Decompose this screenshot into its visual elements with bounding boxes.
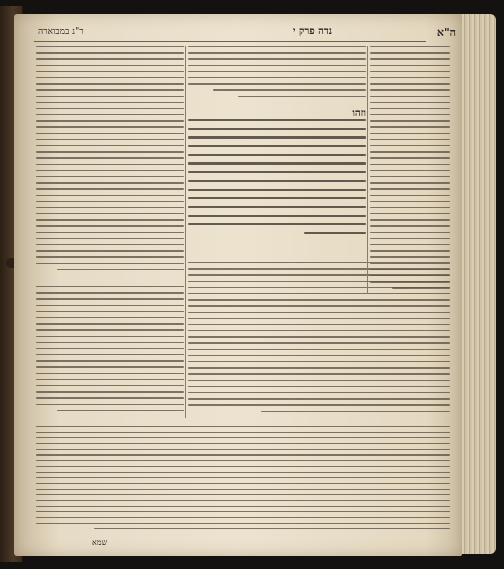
left-header-title: ר"נ במבוארה (38, 27, 84, 37)
commentary-column-left (36, 46, 184, 282)
catchword: שמא (92, 538, 108, 547)
text-lines (188, 46, 366, 104)
book-page (14, 14, 462, 556)
running-title: נדה פרק י (292, 26, 332, 37)
header-rule (34, 41, 426, 42)
text-lines (188, 262, 450, 422)
main-text-block (188, 108, 366, 256)
text-lines (370, 46, 450, 294)
commentary-block-upper (188, 46, 366, 104)
text-lines (36, 426, 450, 540)
text-lines (36, 286, 184, 424)
text-lines (36, 46, 184, 282)
column-divider (185, 46, 186, 418)
column-divider (367, 46, 368, 294)
commentary-continuation-left (36, 286, 184, 424)
commentary-column-right (370, 46, 450, 294)
main-text-first-word: וזהו (352, 108, 366, 119)
footnotes-block (36, 426, 450, 540)
folio-number: ה"א (436, 26, 456, 39)
page-header (14, 26, 462, 40)
commentary-continuation-right (188, 262, 450, 422)
